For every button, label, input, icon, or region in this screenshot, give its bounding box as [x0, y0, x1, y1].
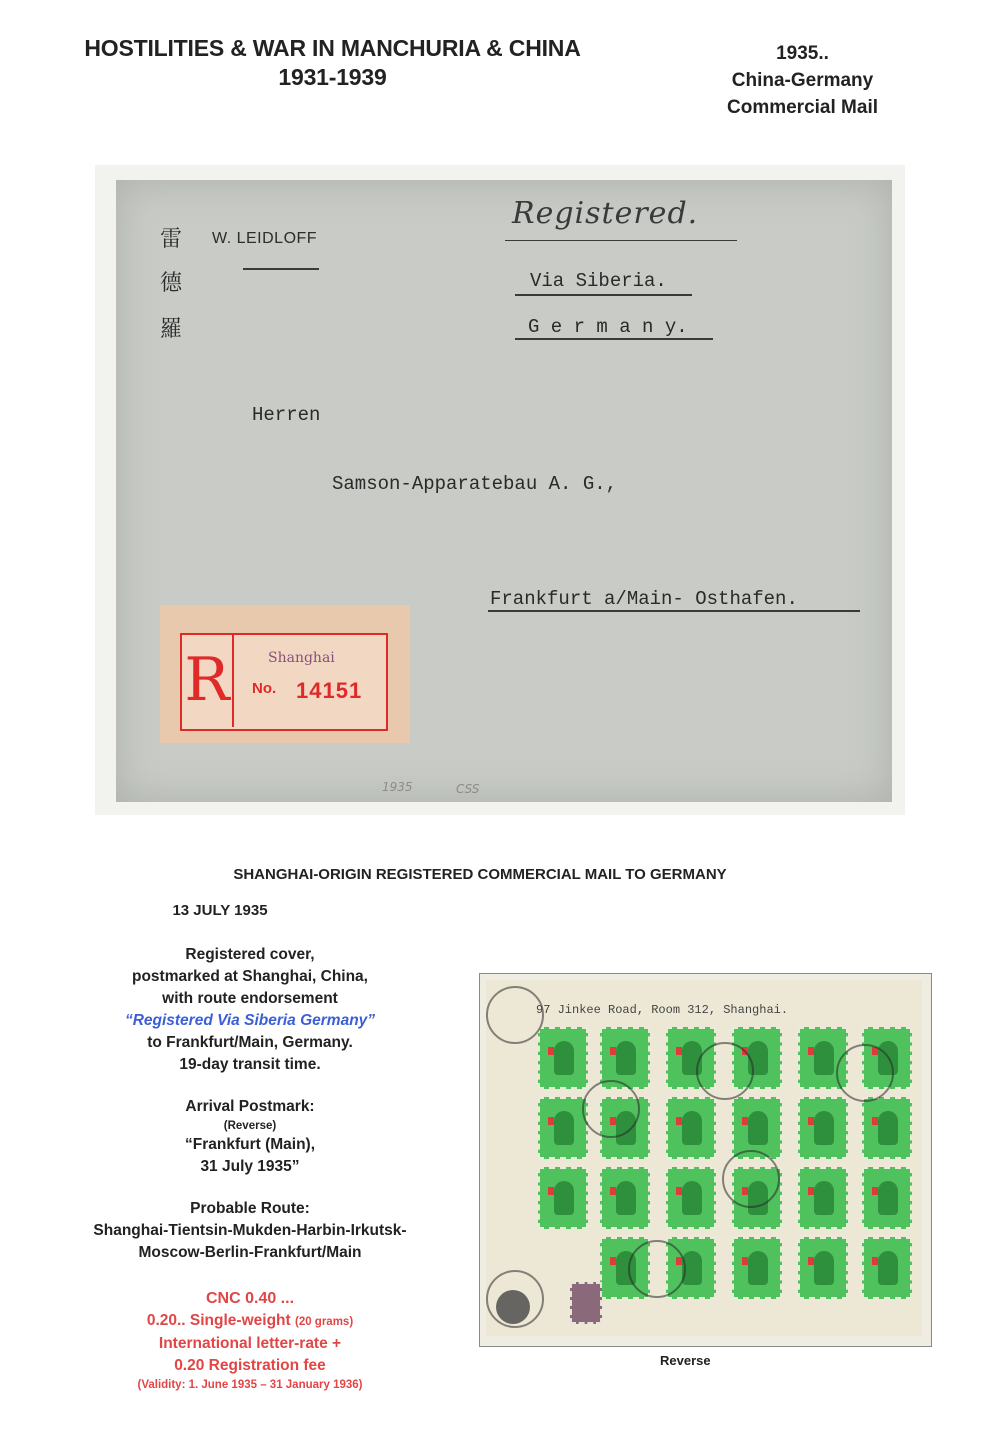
page-subtitle	[690, 40, 915, 121]
registered-underline	[505, 240, 737, 241]
route-paragraph	[40, 1198, 460, 1264]
route-line-2: Moscow-Berlin-Frankfurt/Main	[138, 1244, 362, 1261]
reverse-sender-address: 97 Jinkee Road, Room 312, Shanghai.	[536, 1003, 789, 1017]
registration-divider	[232, 633, 234, 727]
country-line: G e r m a n y.	[528, 316, 688, 338]
arrival-reverse-note: (Reverse)	[223, 1120, 277, 1132]
city-underline	[488, 610, 860, 612]
pencil-note-year: 1935	[382, 780, 413, 794]
page-title	[60, 34, 605, 92]
salutation: Herren	[252, 404, 321, 426]
rate-weight-note: (20 grams)	[294, 1316, 354, 1328]
arrival-postmark-line-1: “Frankfurt (Main),	[184, 1136, 316, 1153]
rate-single-weight: 0.20.. Single-weight	[146, 1312, 291, 1329]
pencil-note-code: CSS	[456, 782, 480, 796]
sender-cjk-char-2: 德	[160, 271, 183, 296]
rate-international: International letter-rate +	[158, 1335, 342, 1352]
section-heading: SHANGHAI-ORIGIN REGISTERED COMMERCIAL MAIL TO GERMANY	[233, 866, 727, 883]
reverse-caption: Reverse	[660, 1353, 711, 1368]
subtitle-route: China-Germany	[731, 70, 874, 91]
rate-registration-fee: 0.20 Registration fee	[174, 1357, 326, 1374]
route-endorsement-quote: “Registered Via Siberia Germany”	[124, 1012, 376, 1029]
registration-r-letter: R	[184, 645, 230, 715]
arrival-postmark-line-2: 31 July 1935”	[200, 1158, 300, 1175]
arrival-postmark-paragraph	[40, 1096, 460, 1178]
via-siberia-line: Via Siberia.	[530, 270, 667, 292]
reverse-image	[486, 980, 922, 1336]
registration-number: 14151	[296, 678, 363, 703]
registration-city: Shanghai	[268, 650, 335, 666]
description-paragraph	[40, 944, 460, 1076]
sender-underline	[243, 268, 319, 270]
rate-validity: (Validity: 1. June 1935 – 31 January 1936)	[137, 1379, 363, 1391]
destination-city: Frankfurt a/Main- Osthafen.	[490, 588, 798, 610]
subtitle-type: Commercial Mail	[727, 97, 878, 118]
title-line-2: 1931-1939	[278, 64, 387, 90]
description-line-6: 19-day transit time.	[179, 1056, 321, 1073]
registered-endorsement: Registered.	[512, 196, 699, 231]
postage-rate-paragraph	[40, 1288, 460, 1393]
description-line-5: to Frankfurt/Main, Germany.	[147, 1034, 353, 1051]
cover-date: 13 JULY 1935	[172, 902, 268, 919]
description-line-1: Registered cover,	[185, 946, 315, 963]
registration-no-label: No.	[252, 680, 277, 697]
country-underline	[515, 338, 713, 340]
sender-name: W. LEIDLOFF	[212, 230, 318, 247]
via-underline	[515, 294, 692, 296]
description-line-2: postmarked at Shanghai, China,	[132, 968, 368, 985]
route-line-1: Shanghai-Tientsin-Mukden-Harbin-Irkutsk-	[93, 1222, 407, 1239]
description-line-3: with route endorsement	[162, 990, 338, 1007]
sender-cjk-char-3: 羅	[160, 317, 183, 342]
subtitle-year: 1935..	[776, 43, 829, 64]
title-line-1: HOSTILITIES & WAR IN MANCHURIA & CHINA	[84, 35, 581, 61]
sender-cjk-char-1: 雷	[160, 227, 183, 252]
route-heading: Probable Route:	[190, 1200, 310, 1217]
arrival-heading: Arrival Postmark:	[185, 1098, 315, 1115]
rate-total: CNC 0.40 ...	[205, 1290, 295, 1307]
addressee: Samson-Apparatebau A. G.,	[332, 473, 618, 495]
